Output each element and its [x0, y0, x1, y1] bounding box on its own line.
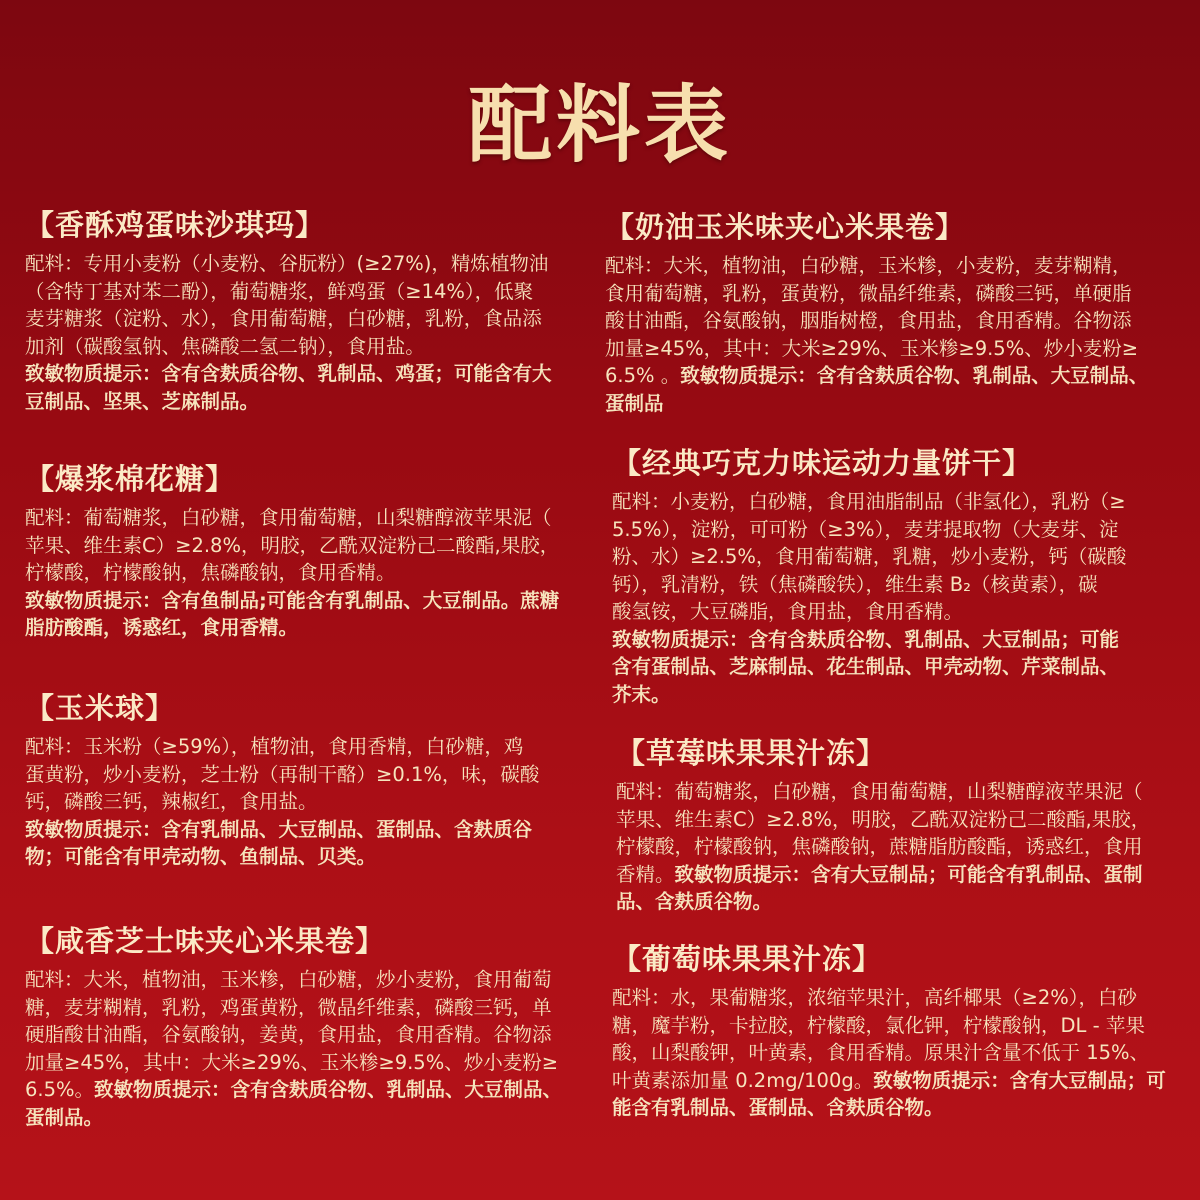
ingredients-text: 加剂（碳酸氢钠、焦磷酸二氢二钠），食用盐。 — [25, 334, 425, 358]
ingredient-line — [25, 504, 559, 532]
ingredients-text: 配料：水，果葡糖浆，浓缩苹果汁，高纤椰果（≥2%），白砂 — [612, 986, 1138, 1009]
ingredients-text: 香精。 — [616, 862, 675, 886]
ingredient-line — [616, 778, 1150, 806]
product-section-left-3 — [25, 686, 539, 871]
ingredient-line — [612, 1012, 1166, 1040]
ingredient-line — [616, 833, 1150, 861]
ingredient-line — [605, 335, 1148, 363]
allergen-text: 致敏物质提示：含有含麸质谷物、乳制品、鸡蛋；可能含有大 — [25, 362, 552, 385]
ingredient-line — [612, 653, 1126, 681]
ingredients-text: 苹果、维生素C）≥2.8%，明胶，乙酰双淀粉己二酸酯,果胶， — [25, 533, 560, 557]
ingredients-text: 苹果、维生素C）≥2.8%，明胶，乙酰双淀粉己二酸酯,果胶， — [616, 807, 1151, 831]
ingredient-line — [612, 1067, 1166, 1095]
ingredient-line — [25, 966, 562, 994]
allergen-text: 致敏物质提示：含有含麸质谷物、乳制品、大豆制品；可能 — [612, 627, 1120, 651]
ingredient-line — [25, 250, 552, 278]
ingredients-text: 配料：葡萄糖浆，白砂糖，食用葡萄糖，山梨糖醇液苹果泥（ — [25, 506, 552, 529]
ingredients-text: 6.5% 。 — [605, 364, 681, 387]
allergen-text: 脂肪酸酯，诱惑红，食用香精。 — [25, 616, 299, 639]
ingredient-line — [605, 362, 1148, 390]
ingredient-line — [25, 788, 539, 816]
ingredient-line — [616, 806, 1150, 834]
ingredient-line — [616, 888, 1150, 916]
ingredient-line — [616, 861, 1150, 889]
ingredient-line — [612, 516, 1126, 544]
product-section-left-2 — [25, 457, 559, 642]
ingredient-line — [612, 598, 1126, 626]
ingredients-text: 麦芽糖浆（淀粉、水），食用葡萄糖，白砂糖，乳粉，食品添 — [25, 307, 542, 330]
page-title: 配料表 — [467, 75, 732, 174]
ingredients-text: 糖，麦芽糊精，乳粉，鸡蛋黄粉，微晶纤维素，磷酸三钙，单 — [25, 995, 552, 1019]
allergen-text: 致敏物质提示：含有大豆制品；可能含有乳制品、蛋制 — [674, 862, 1143, 886]
product-section-right-1 — [605, 205, 1148, 417]
ingredient-line — [25, 733, 539, 761]
ingredient-line — [605, 252, 1148, 280]
ingredients-text: 柠檬酸，柠檬酸钠，焦磷酸钠，食用香精。 — [25, 561, 396, 584]
product-title: 【香酥鸡蛋味沙琪玛】 — [25, 208, 326, 242]
ingredient-line — [612, 984, 1166, 1012]
ingredients-text: 钙，磷酸三钙，辣椒红，食用盐。 — [25, 790, 318, 813]
ingredients-text: 叶黄素添加量 0.2mg/100g。 — [612, 1068, 874, 1092]
allergen-text: 含有蛋制品、芝麻制品、花生制品、甲壳动物、芹菜制品、 — [612, 655, 1120, 678]
allergen-text: 致敏物质提示：含有含麸质谷物、乳制品、大豆制品、 — [94, 1078, 563, 1101]
ingredients-text: 硬脂酸甘油酯，谷氨酸钠，姜黄，食用盐，食用香精。谷物添 — [25, 1023, 552, 1046]
allergen-text: 芥末。 — [612, 682, 671, 706]
ingredients-text: 配料：专用小麦粉（小麦粉、谷朊粉）(≥27%)，精炼植物油 — [25, 252, 549, 275]
ingredients-text: 粉、水）≥2.5%，食用葡萄糖，乳糖，炒小麦粉，钙（碳酸 — [612, 545, 1127, 568]
ingredient-line — [612, 488, 1126, 516]
ingredients-text: （含特丁基对苯二酚），葡萄糖浆，鲜鸡蛋（≥14%），低聚 — [25, 279, 534, 303]
ingredients-text: 配料：大米，植物油，玉米糁，白砂糖，炒小麦粉，食用葡萄 — [25, 968, 552, 991]
allergen-text: 蛋制品 — [605, 391, 664, 415]
ingredient-line — [605, 390, 1148, 418]
ingredient-line — [605, 307, 1148, 335]
ingredients-text: 配料：小麦粉，白砂糖，食用油脂制品（非氢化），乳粉（≥ — [612, 490, 1126, 513]
ingredient-line — [612, 571, 1126, 599]
ingredient-line — [612, 1094, 1166, 1122]
ingredients-text: 蛋黄粉，炒小麦粉，芝士粉（再制干酪）≥0.1%，味，碳酸 — [25, 762, 540, 786]
ingredients-text: 加量≥45%，其中：大米≥29%、玉米糁≥9.5%、炒小麦粉≥ — [605, 336, 1139, 360]
product-title: 【葡萄味果果汁冻】 — [612, 942, 883, 976]
ingredient-line — [25, 333, 552, 361]
ingredient-line — [25, 816, 539, 844]
product-section-left-1 — [25, 203, 552, 415]
product-section-right-2 — [612, 441, 1126, 708]
allergen-text: 物；可能含有甲壳动物、鱼制品、贝类。 — [25, 845, 377, 868]
ingredients-text: 糖，魔芋粉，卡拉胶，柠檬酸，氯化钾，柠檬酸钠，DL - 苹果 — [612, 1013, 1145, 1037]
product-section-right-3 — [616, 731, 1150, 916]
ingredients-text: 食用葡萄糖，乳粉，蛋黄粉，微晶纤维素，磷酸三钙，单硬脂 — [605, 281, 1132, 305]
allergen-text: 致敏物质提示：含有大豆制品；可 — [873, 1068, 1166, 1092]
ingredients-text: 6.5%。 — [25, 1078, 95, 1101]
ingredient-line — [25, 532, 559, 560]
ingredient-line — [25, 1076, 562, 1104]
allergen-text: 豆制品、坚果、芝麻制品。 — [25, 389, 260, 413]
ingredient-line — [25, 761, 539, 789]
ingredients-text: 钙），乳清粉，铁（焦磷酸铁），维生素 B₂（核黄素），碳 — [612, 572, 1098, 596]
product-section-right-4 — [612, 937, 1166, 1122]
ingredient-line — [25, 1049, 562, 1077]
ingredient-line — [25, 614, 559, 642]
ingredient-line — [25, 843, 539, 871]
product-title: 【草莓味果果汁冻】 — [616, 736, 887, 770]
ingredient-line — [605, 280, 1148, 308]
allergen-text: 致敏物质提示：含有乳制品、大豆制品、蛋制品、含麸质谷 — [25, 817, 533, 841]
ingredients-text: 配料：葡萄糖浆，白砂糖，食用葡萄糖，山梨糖醇液苹果泥（ — [616, 780, 1143, 803]
product-title: 【奶油玉米味夹心米果卷】 — [605, 210, 966, 244]
product-title: 【爆浆棉花糖】 — [25, 462, 236, 496]
ingredient-line — [612, 626, 1126, 654]
allergen-text: 能含有乳制品、蛋制品、含麸质谷物。 — [612, 1096, 944, 1119]
ingredient-line — [25, 587, 559, 615]
ingredient-line — [25, 388, 552, 416]
ingredient-line — [25, 1104, 562, 1132]
ingredient-line — [25, 559, 559, 587]
product-section-left-4 — [25, 919, 562, 1131]
ingredient-line — [612, 543, 1126, 571]
ingredient-line — [612, 681, 1126, 709]
ingredient-line — [25, 305, 552, 333]
ingredients-text: 配料：玉米粉（≥59%），植物油，食用香精，白砂糖，鸡 — [25, 735, 524, 758]
product-title: 【经典巧克力味运动力量饼干】 — [612, 446, 1033, 480]
ingredients-text: 配料：大米，植物油，白砂糖，玉米糁，小麦粉，麦芽糊精， — [605, 254, 1132, 277]
ingredients-text: 酸甘油酯，谷氨酸钠，胭脂树橙，食用盐，食用香精。谷物添 — [605, 309, 1132, 332]
allergen-text: 品、含麸质谷物。 — [616, 890, 773, 913]
product-title: 【玉米球】 — [25, 691, 176, 725]
ingredients-text: 5.5%），淀粉，可可粉（≥3%），麦芽提取物（大麦芽、淀 — [612, 517, 1119, 541]
ingredient-line — [25, 1021, 562, 1049]
product-title: 【咸香芝士味夹心米果卷】 — [25, 924, 386, 958]
ingredients-text: 酸，山梨酸钾，叶黄素，食用香精。原果汁含量不低于 15%、 — [612, 1041, 1150, 1064]
ingredients-text: 柠檬酸，柠檬酸钠，焦磷酸钠，蔗糖脂肪酸酯，诱惑红，食用 — [616, 835, 1143, 858]
ingredient-line — [25, 360, 552, 388]
allergen-text: 致敏物质提示：含有含麸质谷物、乳制品、大豆制品、 — [680, 364, 1149, 387]
ingredients-text: 加量≥45%，其中：大米≥29%、玉米糁≥9.5%、炒小麦粉≥ — [25, 1050, 559, 1074]
ingredient-line — [25, 994, 562, 1022]
ingredient-line — [612, 1039, 1166, 1067]
allergen-text: 蛋制品。 — [25, 1105, 104, 1129]
allergen-text: 致敏物质提示：含有鱼制品;可能含有乳制品、大豆制品。蔗糖 — [25, 588, 560, 612]
ingredient-line — [25, 278, 552, 306]
ingredients-text: 酸氢铵，大豆磷脂，食用盐，食用香精。 — [612, 600, 964, 623]
